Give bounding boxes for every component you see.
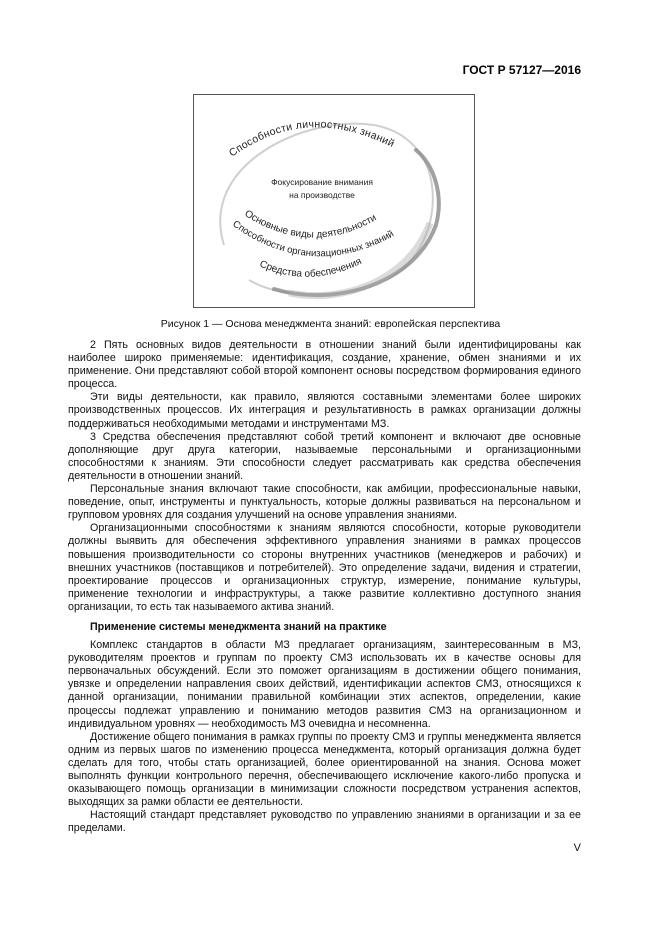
arc-label-org-capabilities: Способности организационных знаний [230,218,396,260]
paragraph: Эти виды деятельности, как правило, являются составными элементами более широких производственных процессов. Их интеграция и результативность в рамках организации должны поддерживаться необходимыми методами и инструментами МЗ. [68,391,581,430]
paragraph: 2 Пять основных видов деятельности в отношении знаний были идентифицированы как наиболее широко применяемые: идентификация, создание, хранение, обмен знаниями и их применение. Они представляют собой второй компонент основы посредством формирования единого процесса. [68,339,581,391]
paragraph: Достижение общего понимания в рамках группы по проекту СМЗ и группы менеджмента является одним из первых шагов по изменению процесса менеджмента, который организация должна будет сделать для того, чтобы стать организацией, более ориентированной на знания. Основа может выполнять функции контрольного перечня, обеспечивающего исключение какого-либо пропуска и оказывающего помощь организации в минимизации сложности посредством устранения аспектов, выходящих за рамки области ее деятельности. [68,730,581,809]
center-label-line1: Фокусирование внимания [271,177,373,187]
figure-caption: Рисунок 1 — Основа менеджмента знаний: европейская перспектива [160,318,501,330]
standard-id-header: ГОСТ Р 57127—2016 [462,63,581,77]
svg-text:Средства обеспечения [258,256,364,280]
page-number: V [573,842,581,854]
km-framework-figure [193,94,475,308]
paragraph: Персональные знания включают такие способности, как амбиции, профессиональные навыки, поведение, опыт, инструменты и пунктуальность, которые должны развиваться на персональном и групповом уровнях для создания улучшений на основе управления знаниями. [68,483,581,522]
paragraph: Комплекс стандартов в области МЗ предлагает организациям, заинтересованным в МЗ, руководителям проектов и группам по проекту СМЗ использовать их в качестве основы для первоначальных обсуждений. Если это поможет организациям в достижении общего понимания, увязке и определении направления своих действий, идентификации аспектов СМЗ, относящихся к данной организации, понимании правильной комбинации этих аспектов, определении, какие процессы подлежат управлению и пониманию методов развития СМЗ на организационном и индивидуальном уровнях — необходимость МЗ очевидна и несомненна. [68,639,581,730]
section-heading: Применение системы менеджмента знаний на практике [90,620,387,633]
arc-label-core-activities: Основные виды деятельности [242,208,379,241]
body-text [68,339,581,835]
paragraph: 3 Средства обеспечения представляют собой третий компонент и включают две основные дополняющие друг друга категории, называемые персональными и организационными способностями к знаниям. Эти способности следует рассматривать как средства обеспечения деятельности в отношении знаний. [68,430,581,482]
arc-label-enablers: Средства обеспечения [257,255,364,280]
paragraph: Настоящий стандарт представляет руководство по управлению знаниями в организации и за ее пределами. [68,809,581,835]
paragraph: Организационными способностями к знаниям являются способности, которые руководители должны выявить для обеспечения эффективного управления знаниями в рамках процессов повышения производительности со стороны внутренних участников (менеджеров и рабочих) и внешних участников (поставщиков и потребителей). Это определение задачи, видения и стратегии, проектирование процессов и организационных структур, измерение, понимание культуры, применение технологии и инфраструктуры, а также развитие коллективно доступного знания организации, то есть так называемого актива знаний. [68,522,581,613]
outer-ring-label: Способности личностных знаний [226,118,397,160]
km-framework-diagram [194,95,474,307]
center-label-line2: на производстве [289,190,355,200]
